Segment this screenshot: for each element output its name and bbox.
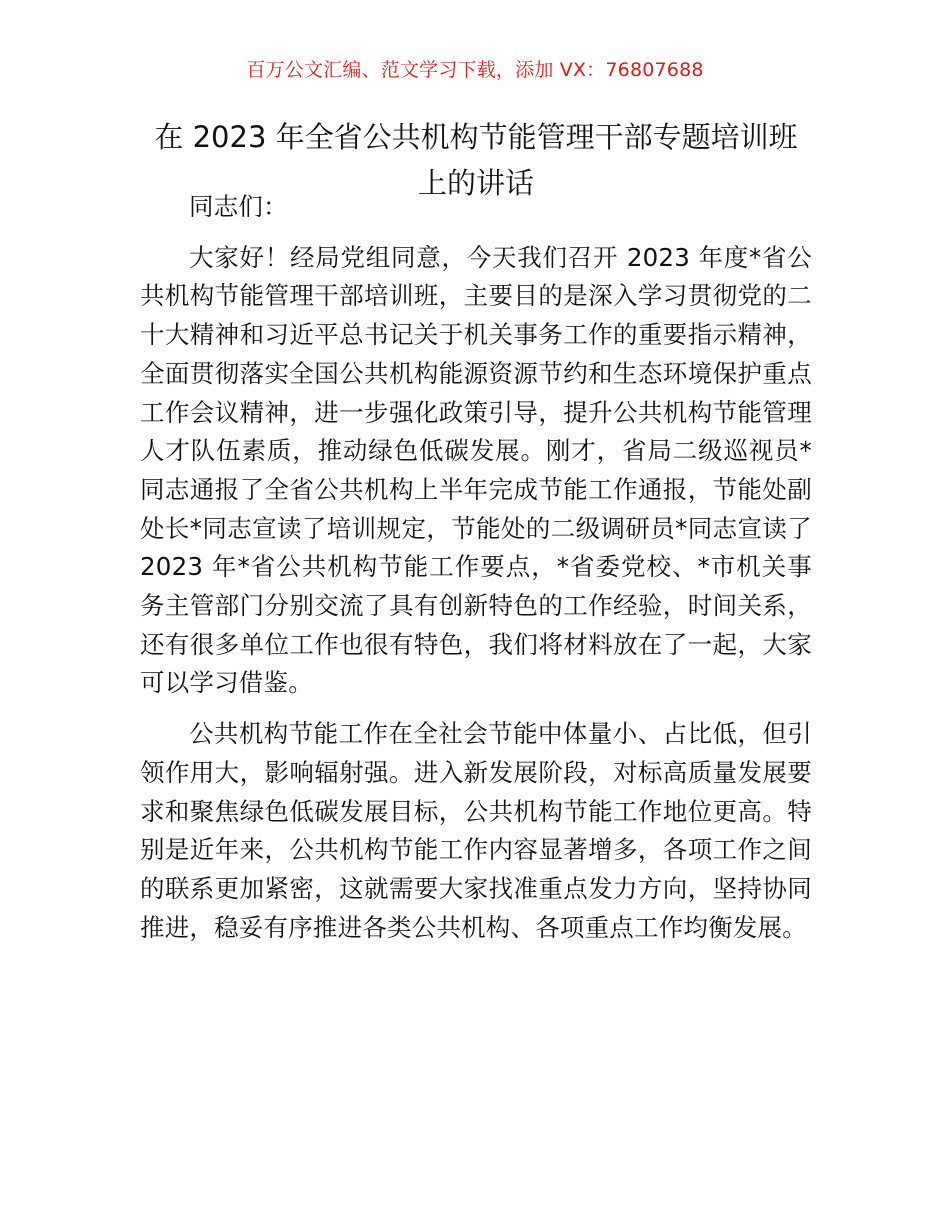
promo-watermark-header: 百万公文汇编、范文学习下载，添加 VX：76807688 — [246, 59, 704, 81]
salutation: 同志们： — [189, 192, 288, 221]
body-paragraph-1: 大家好！经局党组同意，今天我们召开 2023 年度*省公共机构节能管理干部培训班，主要目的是深入学习贯彻党的二十大精神和习近平总书记关于机关事务工作的重要指示精神，全面贯彻落实全国公共机构能源资源节约和生态环境保护重点工作会议精神，进一步强化政策引导，提升公共机构节能管理人才队伍素质，推动绿色低碳发展。刚才，省局二级巡视员*同志通报了全省公共机构上半年完成节能工作通报，节能处副处长*同志宣读了培训规定，节能处的二级调研员*同志宣读了 2023 年*省公共机构节能工作要点，*省委党校、*市机关事务主管部门分别交流了具有创新特色的工作经验，时间关系，还有很多单位工作也很有特色，我们将材料放在了一起，大家可以学习借鉴。 — [140, 242, 812, 698]
body-paragraph-2: 公共机构节能工作在全社会节能中体量小、占比低，但引领作用大，影响辐射强。进入新发展阶段，对标高质量发展要求和聚焦绿色低碳发展目标，公共机构节能工作地位更高。特别是近年来，公共机构节能工作内容显著增多，各项工作之间的联系更加紧密，这就需要大家找准重点发力方向，坚持协同推进，稳妥有序推进各类公共机构、各项重点工作均衡发展。 — [140, 719, 812, 942]
document-title: 在 2023 年全省公共机构节能管理干部专题培训班上的讲话 — [154, 120, 798, 200]
document-body — [140, 188, 812, 947]
